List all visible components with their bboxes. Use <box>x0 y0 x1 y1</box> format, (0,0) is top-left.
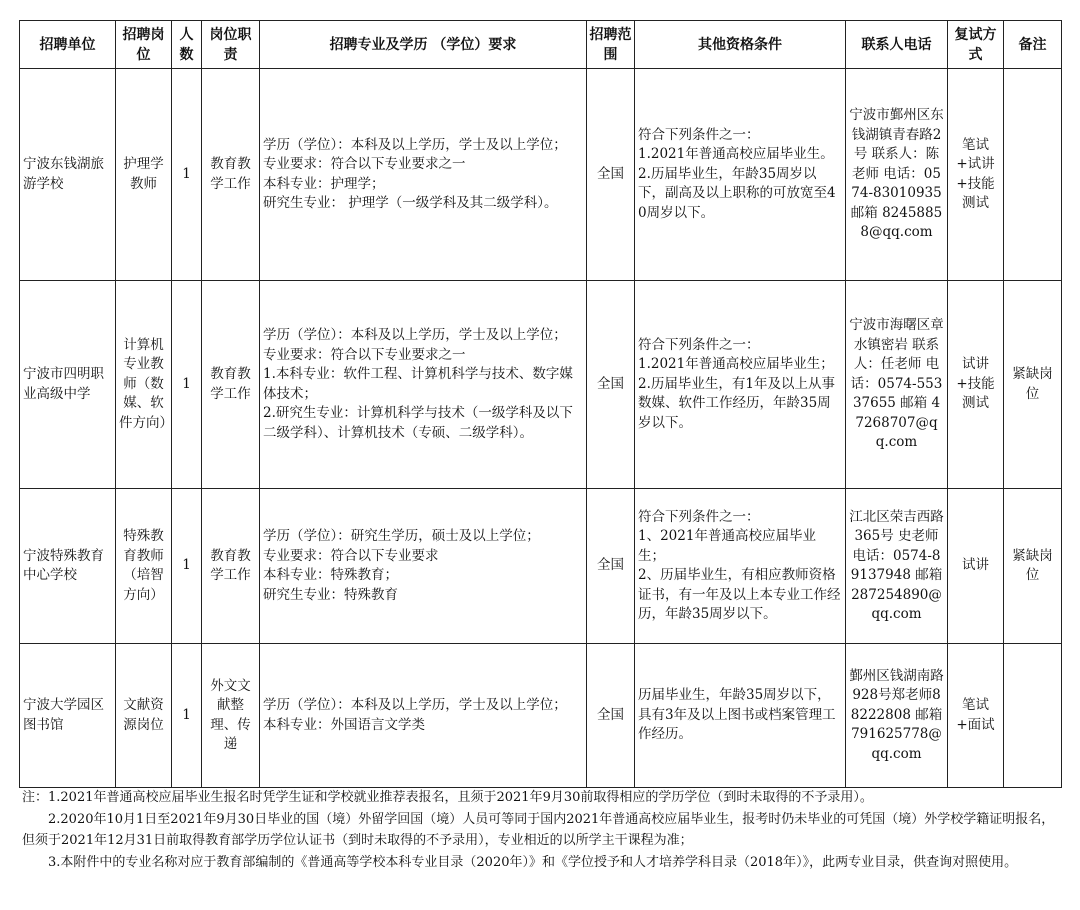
cell-contact: 宁波市鄞州区东钱湖镇青春路2号 联系人：陈老师 电话：0574-83010935 邮箱 82458858@qq.com <box>846 69 948 281</box>
cell-count: 1 <box>172 281 202 489</box>
cell-retest: 试讲+技能测试 <box>948 281 1004 489</box>
cell-other: 符合下列条件之一： 1、2021年普通高校应届毕业生； 2、历届毕业生，有相应教师资格证书，有一年及以上本专业工作经历，年龄35周岁以下。 <box>635 489 846 644</box>
cell-retest: 笔试+面试 <box>948 644 1004 788</box>
header-post: 招聘岗位 <box>116 21 172 69</box>
cell-unit: 宁波市四明职业高级中学 <box>20 281 116 489</box>
header-count: 人数 <box>172 21 202 69</box>
header-retest: 复试方式 <box>948 21 1004 69</box>
cell-duty: 教育教学工作 <box>202 489 260 644</box>
cell-duty: 教育教学工作 <box>202 69 260 281</box>
cell-unit: 宁波特殊教育中心学校 <box>20 489 116 644</box>
cell-major: 学历（学位）：本科及以上学历，学士及以上学位； 专业要求：符合以下专业要求之一 1.本科专业：软件工程、计算机科学与技术、数字媒体技术； 2.研究生专业：计算机科学与技术（一级学科及以下二级学科）、计算机技术（专硕、二级学科）。 <box>260 281 587 489</box>
header-contact: 联系人电话 <box>846 21 948 69</box>
cell-major: 学历（学位）：研究生学历，硕士及以上学位； 专业要求：符合以下专业要求 本科专业：特殊教育； 研究生专业：特殊教育 <box>260 489 587 644</box>
cell-remark <box>1004 69 1062 281</box>
recruitment-table <box>19 20 1062 788</box>
cell-other: 历届毕业生，年龄35周岁以下，具有3年及以上图书或档案管理工作经历。 <box>635 644 846 788</box>
cell-unit: 宁波东钱湖旅游学校 <box>20 69 116 281</box>
header-remark: 备注 <box>1004 21 1062 69</box>
table-header-row <box>20 21 1062 69</box>
cell-contact: 鄞州区钱湖南路928号郑老师88222808 邮箱 791625778@qq.com <box>846 644 948 788</box>
cell-scope: 全国 <box>587 644 635 788</box>
cell-other: 符合下列条件之一： 1.2021年普通高校应届毕业生。 2.历届毕业生，年龄35周岁以下，副高及以上职称的可放宽至40周岁以下。 <box>635 69 846 281</box>
cell-post: 护理学教师 <box>116 69 172 281</box>
header-duty: 岗位职责 <box>202 21 260 69</box>
table-row <box>20 489 1062 644</box>
cell-remark <box>1004 644 1062 788</box>
cell-post: 计算机专业教师（数媒、软件方向） <box>116 281 172 489</box>
table-row <box>20 644 1062 788</box>
footnotes: 注：1.2021年普通高校应届毕业生报名时凭学生证和学校就业推荐表报名，且须于2021年9月30前取得相应的学历学位（到时未取得的不予录用）。 2.2020年10月1日至2021年9月30日毕业的国（境）外留学回国（境）人员可等同于国内2021年普通高校应届毕业生，报考时仍未毕业的可凭国（境）外学校学籍证明报名，但须于2021年12月31日前取得教育部学历学位认证书（到时未取得的不予录用），专业相近的以所学主干课程为准； 3.本附件中的专业名称对应于教育部编制的《普通高等学校本科专业目录（2020年）》和《学位授予和人才培养学科目录（2018年）》，此两专业目录，供查询对照使用。 <box>22 790 1055 870</box>
header-unit: 招聘单位 <box>20 21 116 69</box>
recruitment-table-container <box>19 20 1061 788</box>
cell-scope: 全国 <box>587 69 635 281</box>
cell-duty: 外文文献整理、传递 <box>202 644 260 788</box>
cell-remark: 紧缺岗位 <box>1004 489 1062 644</box>
cell-count: 1 <box>172 489 202 644</box>
cell-post: 文献资源岗位 <box>116 644 172 788</box>
cell-major: 学历（学位）：本科及以上学历，学士及以上学位； 专业要求：符合以下专业要求之一 本科专业：护理学； 研究生专业： 护理学（一级学科及其二级学科）。 <box>260 69 587 281</box>
cell-retest: 笔试+试讲+技能测试 <box>948 69 1004 281</box>
cell-post: 特殊教育教师（培智方向） <box>116 489 172 644</box>
cell-count: 1 <box>172 644 202 788</box>
cell-count: 1 <box>172 69 202 281</box>
table-row <box>20 69 1062 281</box>
cell-major: 学历（学位）：本科及以上学历，学士及以上学位； 本科专业：外国语言文学类 <box>260 644 587 788</box>
cell-other: 符合下列条件之一： 1.2021年普通高校应届毕业生； 2.历届毕业生，有1年及以上从事数媒、软件工作经历，年龄35周岁以下。 <box>635 281 846 489</box>
cell-contact: 江北区荣吉西路365号 史老师 电话：0574-89137948 邮箱 287254890@qq.com <box>846 489 948 644</box>
header-major: 招聘专业及学历 （学位）要求 <box>260 21 587 69</box>
cell-contact: 宁波市海曙区章水镇密岩 联系人：任老师 电话：0574-55337655 邮箱 47268707@qq.com <box>846 281 948 489</box>
header-other: 其他资格条件 <box>635 21 846 69</box>
cell-duty: 教育教学工作 <box>202 281 260 489</box>
cell-unit: 宁波大学园区图书馆 <box>20 644 116 788</box>
header-scope: 招聘范围 <box>587 21 635 69</box>
table-row <box>20 281 1062 489</box>
cell-scope: 全国 <box>587 281 635 489</box>
cell-scope: 全国 <box>587 489 635 644</box>
cell-remark: 紧缺岗位 <box>1004 281 1062 489</box>
cell-retest: 试讲 <box>948 489 1004 644</box>
